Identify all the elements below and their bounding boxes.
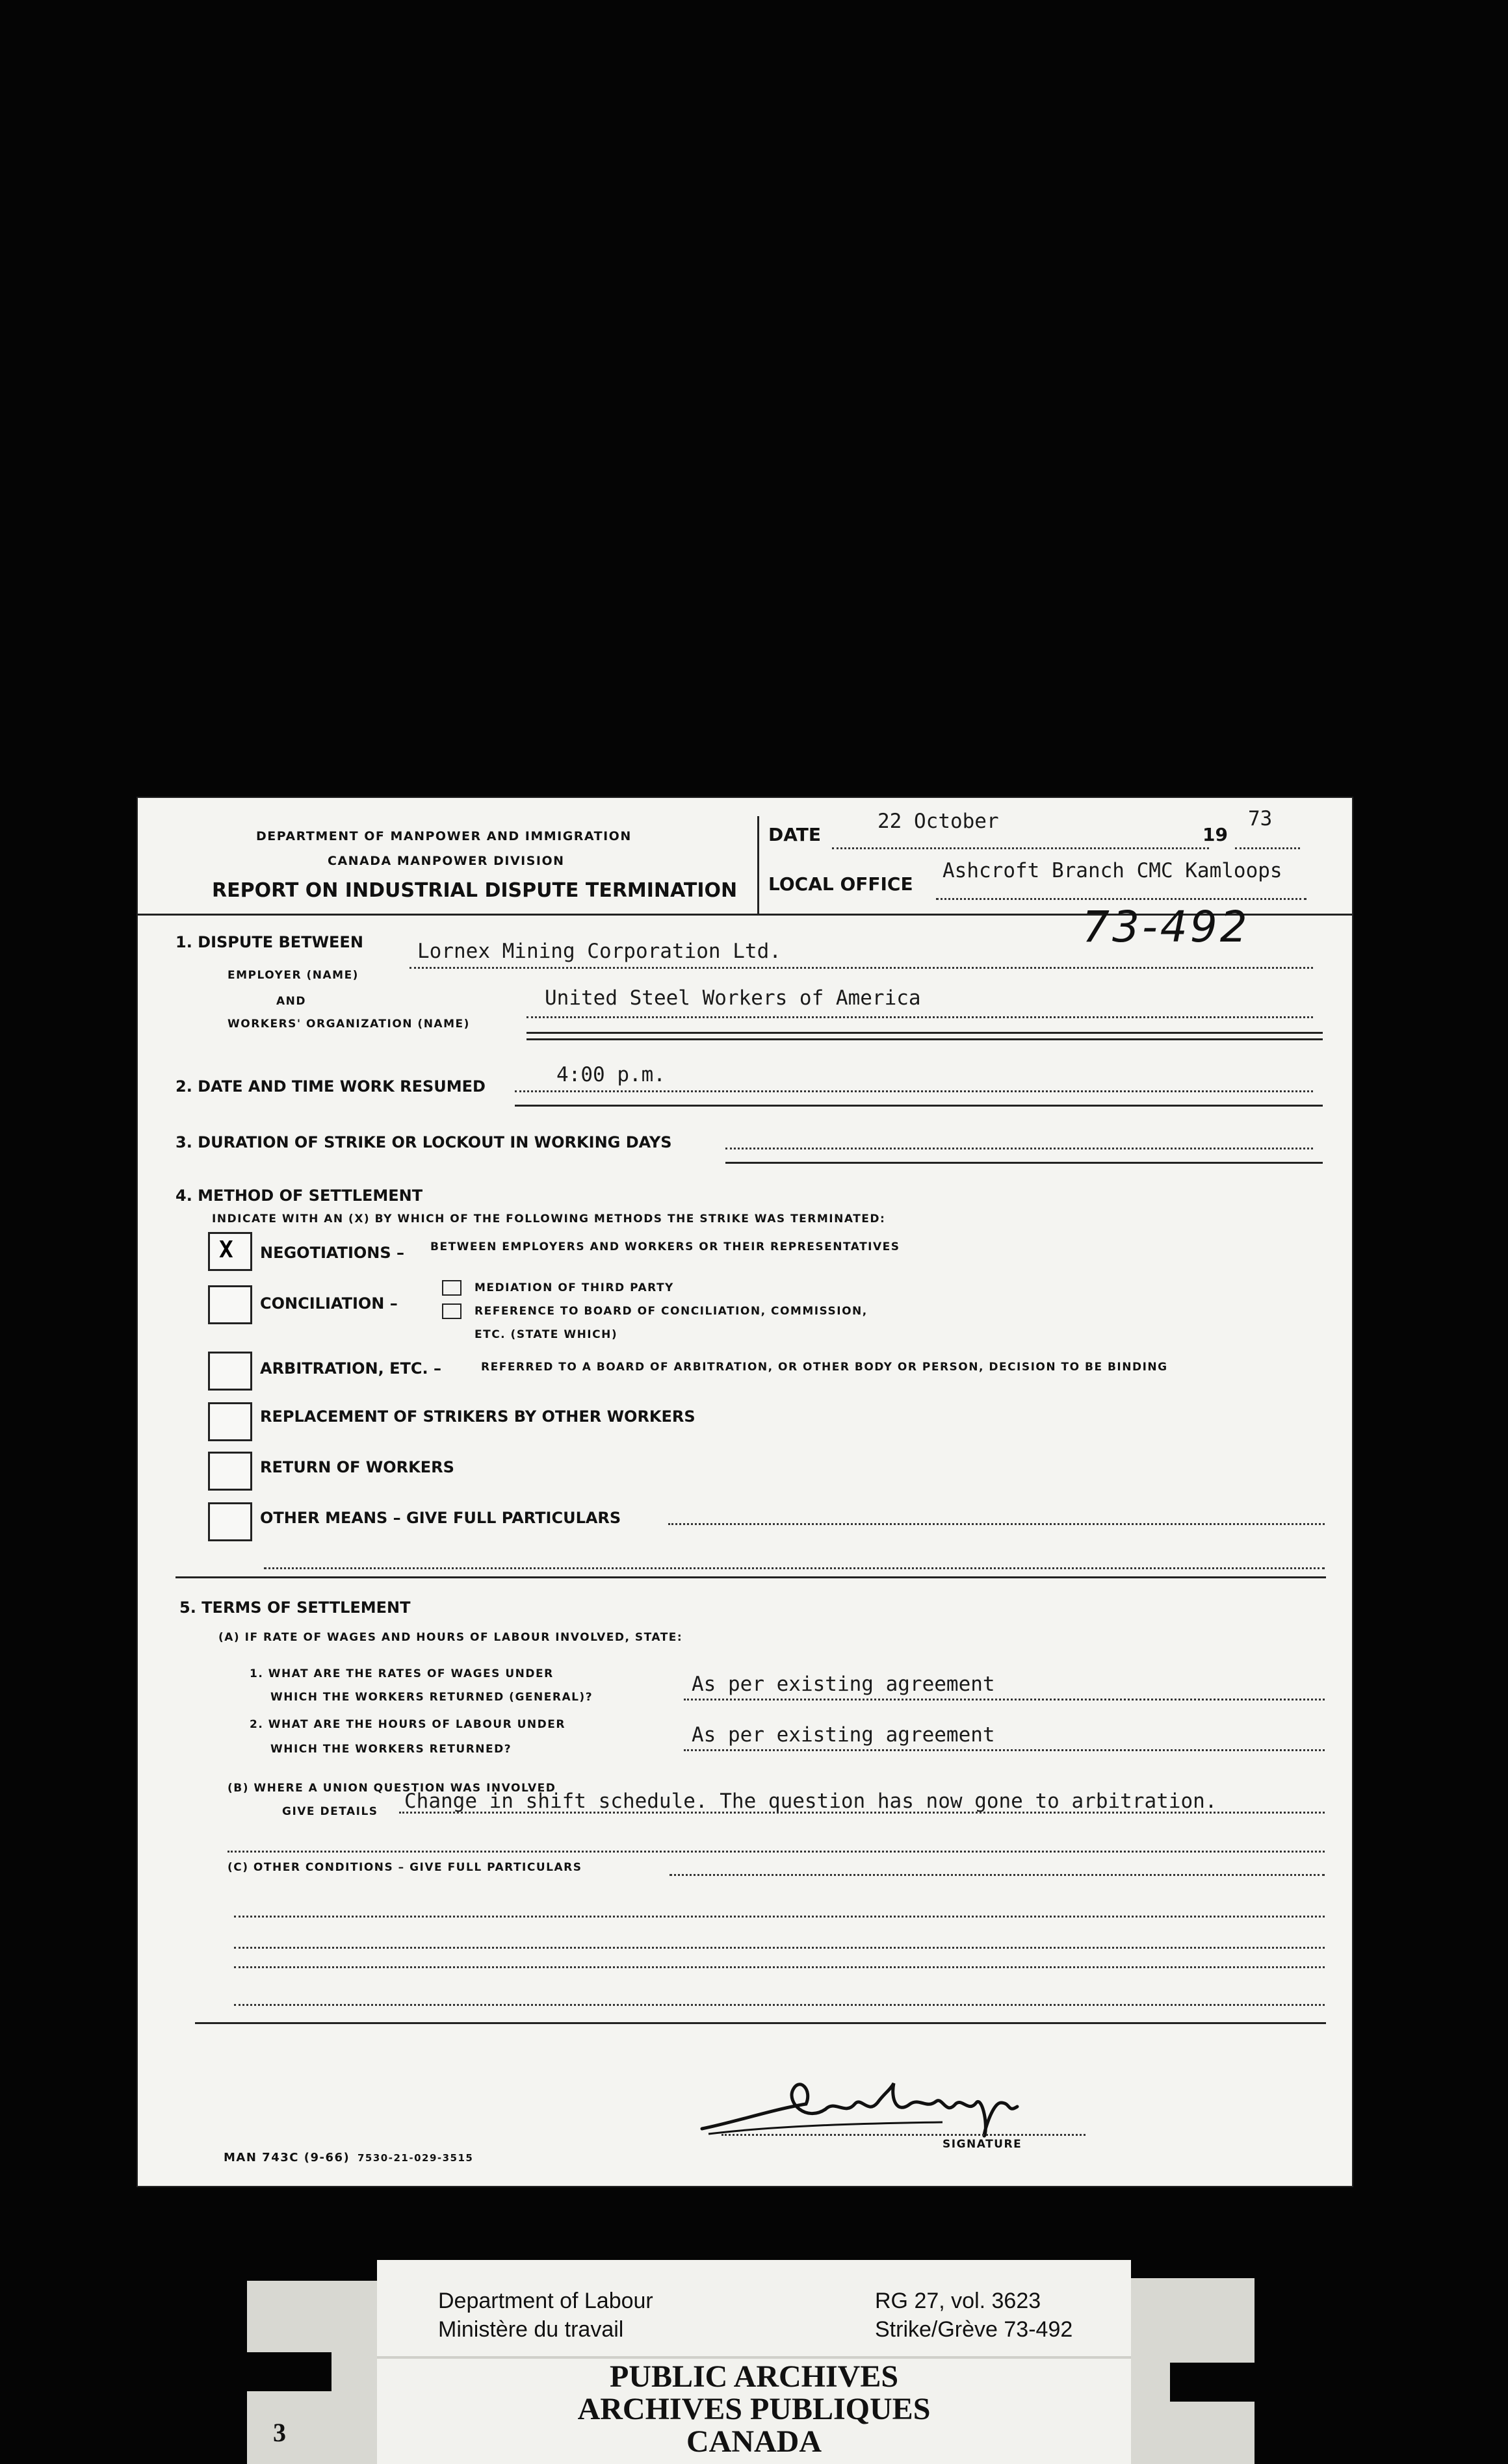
reference-label-cont: ETC. (STATE WHICH) (474, 1328, 618, 1341)
card-right-strip (1124, 2278, 1254, 2464)
hours-answer: As per existing agreement (692, 1723, 995, 1747)
workers-org-label: WORKERS' ORGANIZATION (NAME) (228, 1018, 470, 1031)
employer-value: Lornex Mining Corporation Ltd. (417, 940, 781, 963)
year-value: 73 (1248, 807, 1273, 830)
handwritten-file-number: 73-492 (1082, 902, 1250, 952)
work-resumed-value: 4:00 p.m. (556, 1063, 666, 1086)
section3-dotted-line (725, 1148, 1313, 1149)
replacement-checkbox (208, 1402, 252, 1441)
reference-label: REFERENCE TO BOARD OF CONCILIATION, COMMISSION, (474, 1305, 868, 1318)
other-means-dotted-line-2 (264, 1567, 1325, 1569)
employer-label: EMPLOYER (NAME) (228, 969, 359, 982)
return-label: RETURN OF WORKERS (260, 1458, 454, 1476)
stock-code: 7530-21-029-3515 (358, 2152, 474, 2164)
date-label: DATE (768, 824, 821, 845)
form-title: REPORT ON INDUSTRIAL DISPUTE TERMINATION (212, 879, 738, 902)
signature-label: SIGNATURE (942, 2138, 1022, 2151)
section1-rule-b (526, 1038, 1323, 1040)
union-question-line2: GIVE DETAILS (282, 1805, 378, 1818)
negotiations-checkbox (208, 1232, 252, 1271)
reference-checkbox (442, 1303, 462, 1319)
conciliation-checkbox (208, 1285, 252, 1324)
conditions-line-4 (234, 1966, 1325, 1968)
conditions-line-2 (234, 1916, 1325, 1918)
header-divider (757, 816, 759, 914)
other-means-label: OTHER MEANS – GIVE FULL PARTICULARS (260, 1509, 621, 1527)
year-dotted-line (1235, 847, 1300, 849)
return-checkbox (208, 1452, 252, 1491)
section2-label: 2. DATE AND TIME WORK RESUMED (176, 1077, 486, 1096)
negotiations-description: BETWEEN EMPLOYERS AND WORKERS OR THEIR REPRESENTATIVES (430, 1240, 900, 1253)
division-name: CANADA MANPOWER DIVISION (328, 854, 565, 868)
and-label: AND (276, 995, 306, 1008)
local-office-label: LOCAL OFFICE (768, 873, 913, 895)
conciliation-label: CONCILIATION – (260, 1294, 398, 1313)
local-office-value: Ashcroft Branch CMC Kamloops (942, 859, 1282, 882)
section4-label: 4. METHOD OF SETTLEMENT (176, 1187, 423, 1205)
mediation-label: MEDIATION OF THIRD PARTY (474, 1281, 674, 1294)
other-means-checkbox (208, 1502, 252, 1541)
union-dotted-line (399, 1812, 1325, 1814)
archive-reference-card (377, 2260, 1131, 2464)
hours-question-line2: WHICH THE WORKERS RETURNED? (270, 1743, 512, 1756)
form-code: MAN 743C (9-66) (224, 2151, 350, 2164)
employer-dotted-line (410, 967, 1313, 969)
section3-label: 3. DURATION OF STRIKE OR LOCKOUT IN WORKING DAYS (176, 1133, 672, 1151)
other-conditions-dotted-line (670, 1874, 1325, 1876)
department-name: DEPARTMENT OF MANPOWER AND IMMIGRATION (256, 829, 632, 843)
negotiations-label: NEGOTIATIONS – (260, 1244, 405, 1262)
other-means-dotted-line (668, 1523, 1325, 1525)
archives-stamp-line2: ARCHIVES PUBLIQUES (577, 2392, 931, 2426)
arbitration-description: REFERRED TO A BOARD OF ARBITRATION, OR OTHER BODY OR PERSON, DECISION TO BE BINDING (481, 1361, 1168, 1374)
replacement-label: REPLACEMENT OF STRIKERS BY OTHER WORKERS (260, 1407, 696, 1426)
conditions-line-5 (234, 2004, 1325, 2006)
workers-org-value: United Steel Workers of America (545, 986, 921, 1010)
wages-dotted-line (684, 1699, 1325, 1700)
section1-label: 1. DISPUTE BETWEEN (176, 933, 363, 951)
archive-dept-english: Department of Labour (438, 2289, 653, 2313)
section4-rule (176, 1576, 1326, 1578)
union-question-line1: (B) WHERE A UNION QUESTION WAS INVOLVED (228, 1782, 556, 1795)
card-side-digit: 3 (273, 2418, 286, 2447)
card-right-notch (1170, 2363, 1254, 2402)
wages-question-line1: 1. WHAT ARE THE RATES OF WAGES UNDER (250, 1667, 554, 1680)
date-dotted-line (832, 847, 1209, 849)
archives-stamp-line3: CANADA (686, 2424, 822, 2459)
negotiations-check-mark: X (219, 1237, 233, 1263)
conditions-line-3 (234, 1947, 1325, 1949)
wages-question-line2: WHICH THE WORKERS RETURNED (GENERAL)? (270, 1691, 593, 1704)
archives-stamp-line1: PUBLIC ARCHIVES (609, 2359, 899, 2394)
year-prefix: 19 (1202, 824, 1228, 845)
section4-instruction: INDICATE WITH AN (X) BY WHICH OF THE FOLLOWING METHODS THE STRIKE WAS TERMINATED: (212, 1213, 886, 1226)
workers-dotted-line (526, 1016, 1313, 1018)
section1-rule-a (526, 1032, 1323, 1034)
report-form (136, 797, 1353, 2187)
section2-dotted-line (515, 1090, 1313, 1092)
arbitration-label: ARBITRATION, ETC. – (260, 1359, 441, 1378)
union-dotted-line-2 (228, 1851, 1325, 1853)
section2-rule (515, 1105, 1323, 1107)
archive-volume-ref: RG 27, vol. 3623 (875, 2289, 1041, 2313)
wages-answer: As per existing agreement (692, 1673, 995, 1696)
date-value: 22 October (878, 810, 999, 833)
section5-label: 5. TERMS OF SETTLEMENT (179, 1598, 411, 1617)
hours-question-line1: 2. WHAT ARE THE HOURS OF LABOUR UNDER (250, 1718, 566, 1731)
union-answer: Change in shift schedule. The question has now gone to arbitration. (404, 1790, 1217, 1813)
office-dotted-line (936, 898, 1306, 900)
archive-strike-ref: Strike/Grève 73-492 (875, 2317, 1073, 2342)
signature-dotted-line (722, 2134, 1086, 2136)
hours-dotted-line (684, 1749, 1325, 1751)
archive-dept-french: Ministère du travail (438, 2317, 624, 2342)
section5-rule (195, 2022, 1326, 2024)
card-left-strip (247, 2281, 384, 2464)
mediation-checkbox (442, 1280, 462, 1296)
card-left-notch (247, 2352, 332, 2391)
other-conditions-label: (C) OTHER CONDITIONS – GIVE FULL PARTICULARS (228, 1861, 582, 1874)
section5a-label: (A) IF RATE OF WAGES AND HOURS OF LABOUR INVOLVED, STATE: (218, 1631, 683, 1644)
section3-rule (725, 1162, 1323, 1164)
arbitration-checkbox (208, 1352, 252, 1391)
